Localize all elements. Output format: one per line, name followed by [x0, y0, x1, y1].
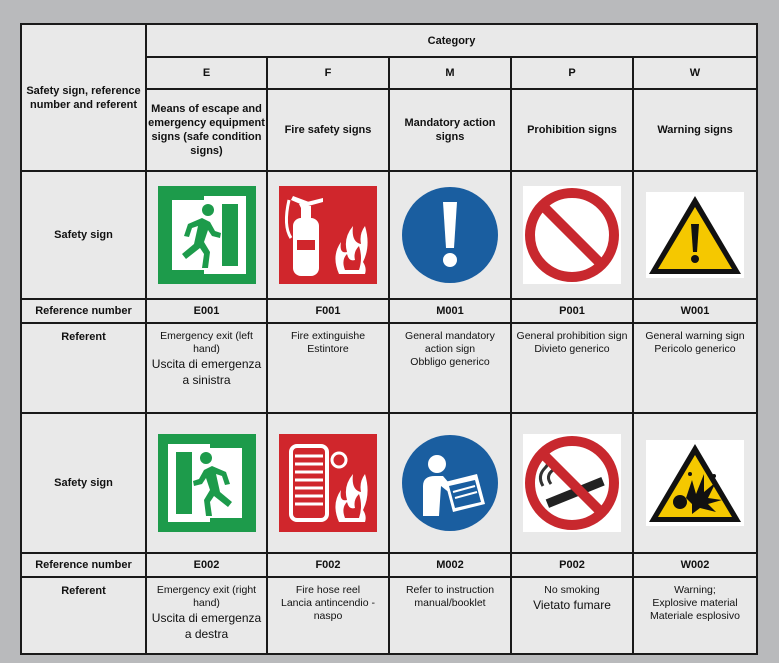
emergency-exit-right-icon	[158, 434, 256, 532]
referent-text: General mandatory action sign Obbligo generico	[389, 323, 511, 413]
general-mandatory-icon	[401, 186, 499, 284]
row-label-reference-number: Reference number	[21, 553, 146, 577]
referent-text: Fire extinguishe Estintore	[267, 323, 389, 413]
reference-number: M002	[389, 553, 511, 577]
reference-number: E001	[146, 299, 267, 323]
row-label-reference-number: Reference number	[21, 299, 146, 323]
sign-cell	[511, 413, 633, 553]
category-code-w: W	[633, 57, 757, 89]
category-name-f: Fire safety signs	[267, 89, 389, 171]
refer-to-manual-icon	[401, 434, 499, 532]
sign-cell	[633, 171, 757, 299]
referent-text: No smoking Vietato fumare	[511, 577, 633, 654]
referent-text: General prohibition sign Divieto generico	[511, 323, 633, 413]
category-name-w: Warning signs	[633, 89, 757, 171]
category-name-e: Means of escape and emergency equipment signs (safe condition signs)	[146, 89, 267, 171]
fire-hose-reel-icon	[279, 434, 377, 532]
fire-extinguisher-icon	[279, 186, 377, 284]
reference-number: F002	[267, 553, 389, 577]
row-label-safety-sign: Safety sign	[21, 413, 146, 553]
row-label-referent: Referent	[21, 577, 146, 654]
category-header: Category	[146, 24, 757, 57]
category-code-e: E	[146, 57, 267, 89]
category-name-p: Prohibition signs	[511, 89, 633, 171]
row-label-safety-sign: Safety sign	[21, 171, 146, 299]
sign-cell	[633, 413, 757, 553]
sign-cell	[267, 171, 389, 299]
no-smoking-icon	[523, 434, 621, 532]
sign-cell	[389, 413, 511, 553]
reference-number: W001	[633, 299, 757, 323]
reference-number: M001	[389, 299, 511, 323]
row-label-referent: Referent	[21, 323, 146, 413]
sign-cell	[267, 413, 389, 553]
category-code-p: P	[511, 57, 633, 89]
referent-text: General warning sign Pericolo generico	[633, 323, 757, 413]
reference-number: E002	[146, 553, 267, 577]
reference-number: P001	[511, 299, 633, 323]
category-code-m: M	[389, 57, 511, 89]
reference-number: W002	[633, 553, 757, 577]
reference-number: F001	[267, 299, 389, 323]
sign-cell	[511, 171, 633, 299]
category-code-f: F	[267, 57, 389, 89]
safety-sign-table	[20, 23, 758, 655]
general-prohibition-icon	[523, 186, 621, 284]
referent-text: Warning; Explosive material Materiale esplosivo	[633, 577, 757, 654]
referent-text: Emergency exit (right hand) Uscita di emergenza a destra	[146, 577, 267, 654]
sign-cell	[146, 413, 267, 553]
referent-text: Refer to instruction manual/booklet	[389, 577, 511, 654]
emergency-exit-left-icon	[158, 186, 256, 284]
referent-text: Fire hose reel Lancia antincendio - naspo	[267, 577, 389, 654]
sign-cell	[146, 171, 267, 299]
category-name-m: Mandatory action signs	[389, 89, 511, 171]
explosive-material-icon	[646, 440, 744, 526]
reference-number: P002	[511, 553, 633, 577]
corner-header: Safety sign, reference number and referent	[21, 24, 146, 171]
referent-text: Emergency exit (left hand) Uscita di emergenza a sinistra	[146, 323, 267, 413]
sign-cell	[389, 171, 511, 299]
general-warning-icon	[646, 192, 744, 278]
